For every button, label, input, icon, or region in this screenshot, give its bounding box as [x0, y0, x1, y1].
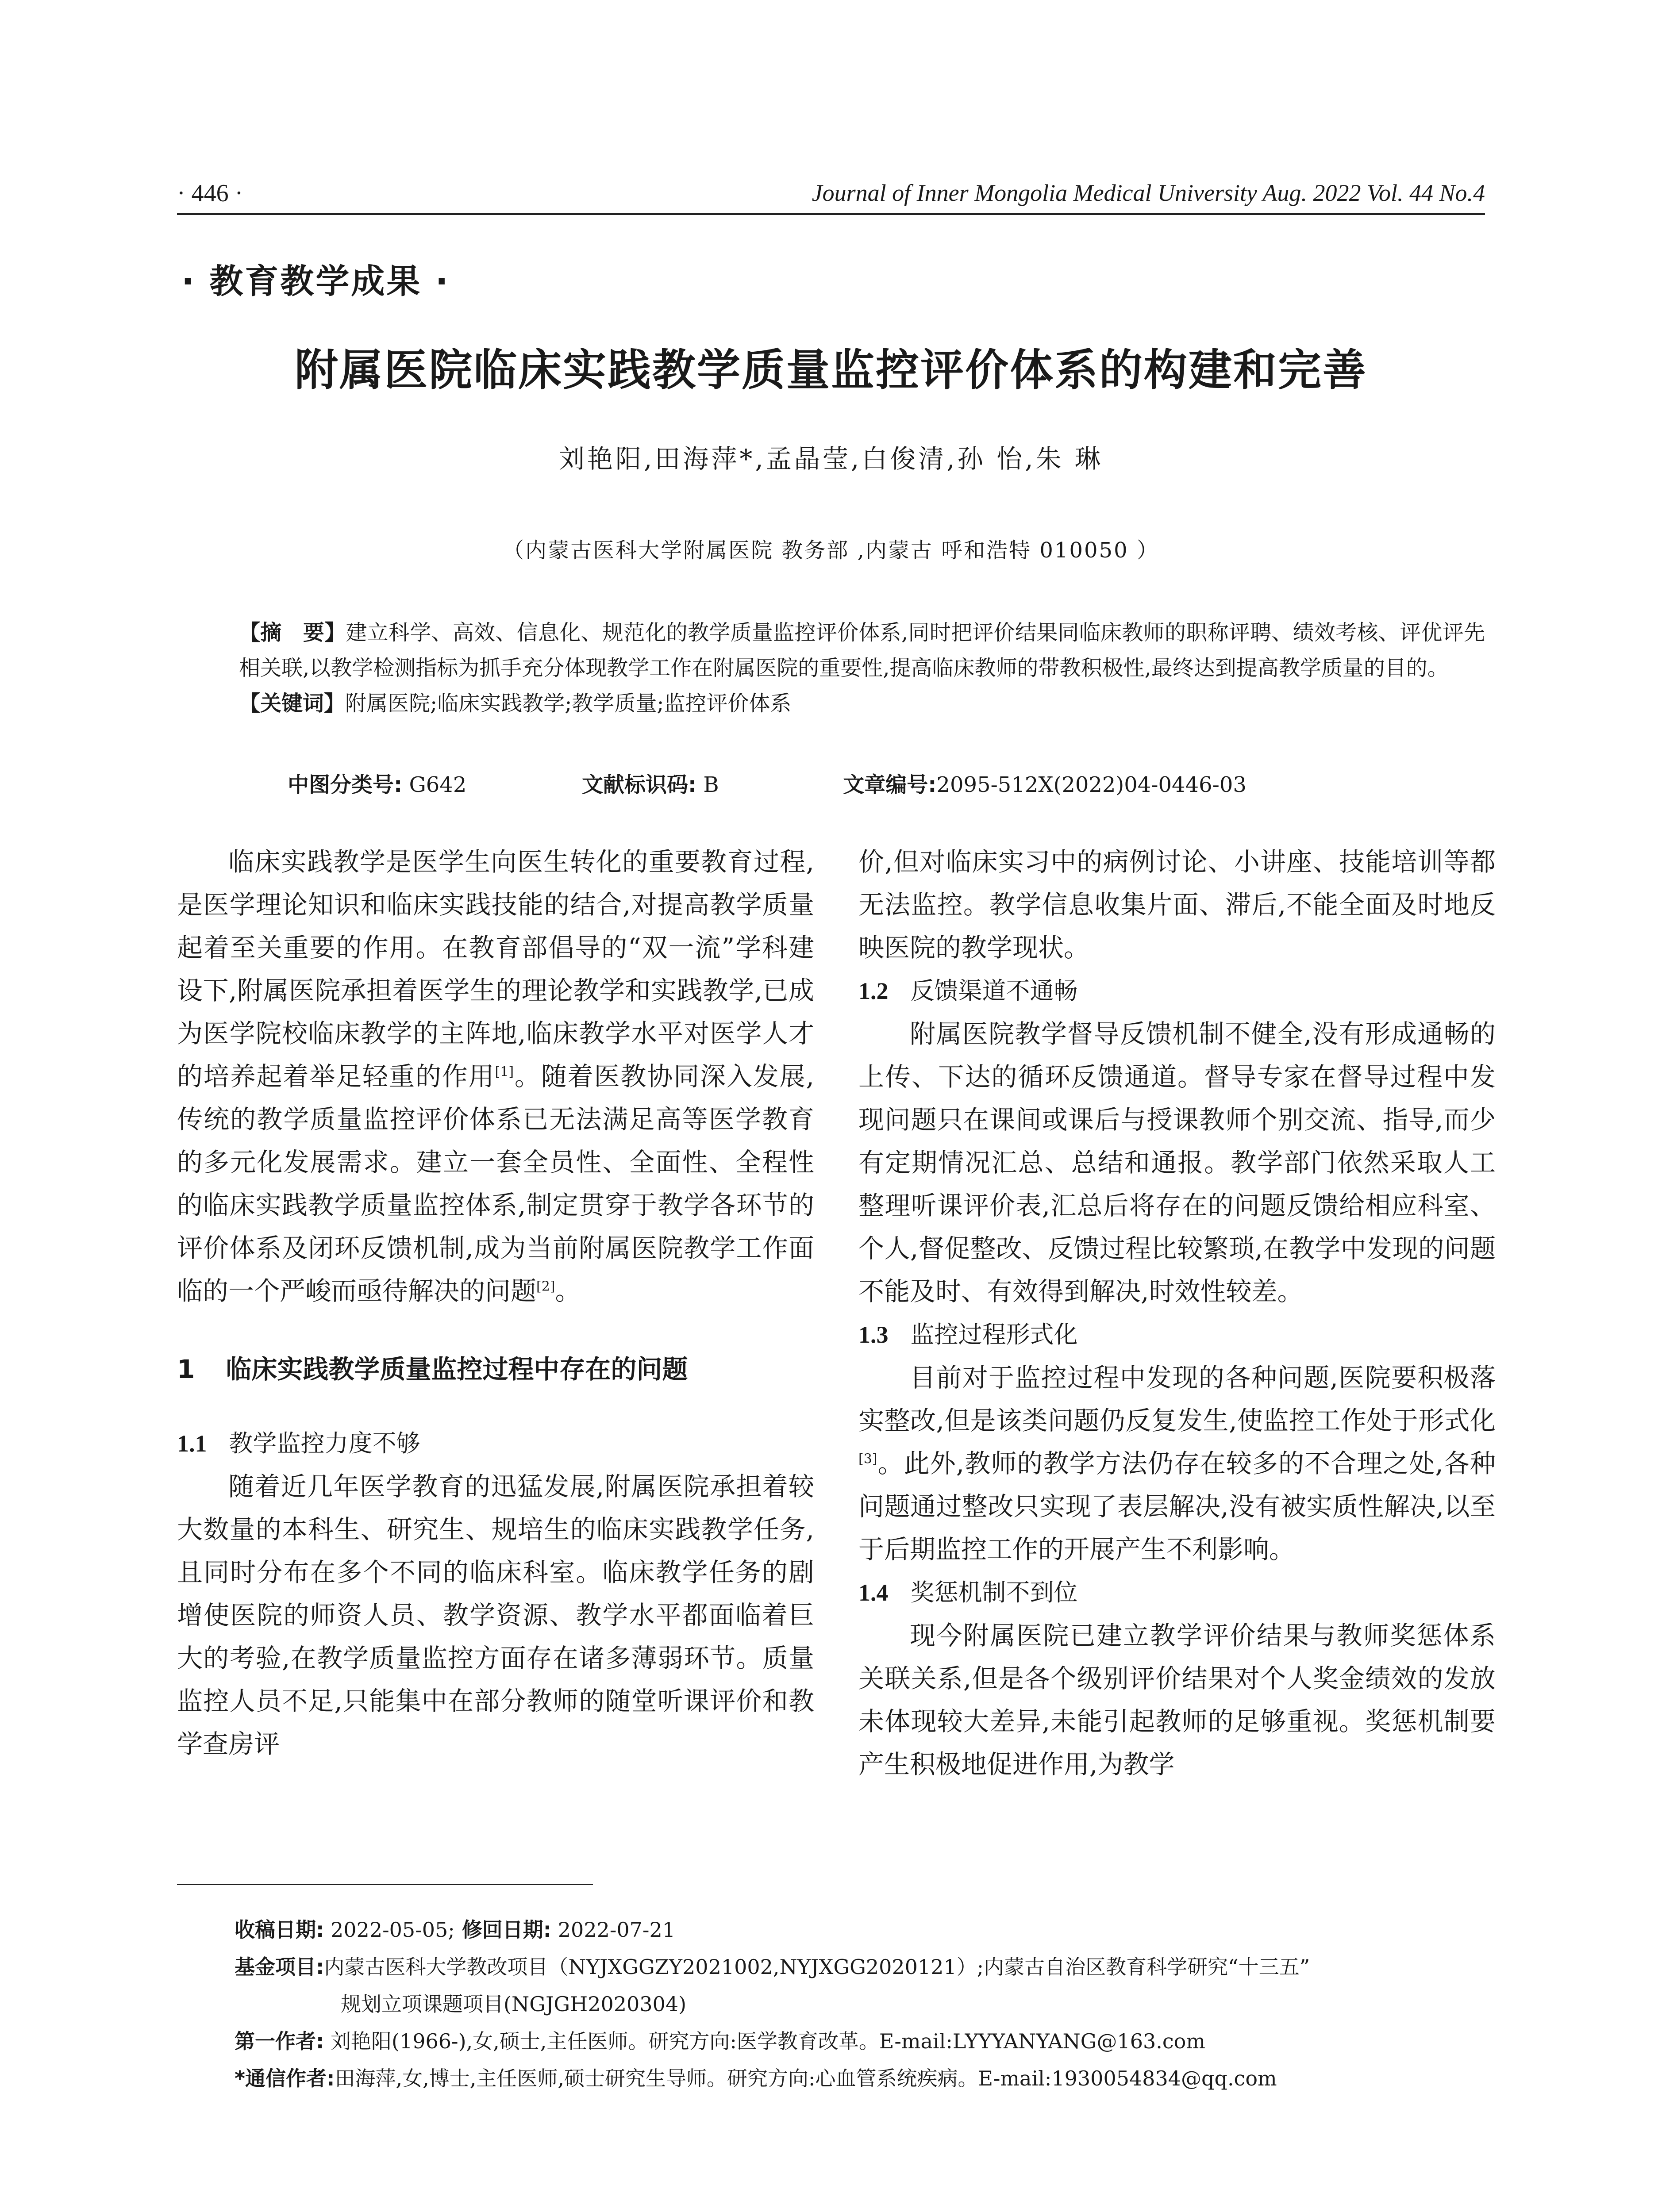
abstract-label: 【摘 要】 [239, 620, 346, 645]
article-no-value: 2095-512X(2022)04-0446-03 [936, 772, 1246, 797]
received-dates: 收稿日期: 2022-05-05; 修回日期: 2022-07-21 [235, 1918, 676, 1942]
doc-code-value: B [696, 772, 719, 797]
right-column [858, 841, 1496, 1786]
keywords-line [239, 686, 1485, 721]
abstract-block [239, 615, 1485, 721]
funding-cont: 规划立项课题项目(NGJGH2020304) [341, 1992, 687, 2016]
keywords-label: 【关键词】 [239, 691, 346, 716]
subsection-heading-1-1: 1.1 教学监控力度不够 [177, 1429, 420, 1457]
citation-ref[interactable]: [3] [858, 1451, 877, 1467]
paragraph: 附属医院教学督导反馈机制不健全,没有形成通畅的上传、下达的循环反馈通道。督导专家在督导过程中发现问题只在课间或课后与授课教师个别交流、指导,而少有定期情况汇总、总结和通报。教学部门依然采取人工整理听课评价表,汇总后将存在的问题反馈给相应科室、个人,督促整改、反馈过程比较繁琐,在教学中发现的问题不能及时、有效得到解决,时效性较差。 [858, 1019, 1496, 1306]
abstract-text: 建立科学、高效、信息化、规范化的教学质量监控评价体系,同时把评价结果同临床教师的职称评聘、绩效考核、评优评先相关联,以教学检测指标为抓手充分体现教学工作在附属医院的重要性,提高临床教师的带教积极性,最终达到提高教学质量的目的。 [239, 620, 1485, 680]
article-title: 附属医院临床实践教学质量监控评价体系的构建和完善 [294, 345, 1367, 396]
paragraph: 现今附属医院已建立教学评价结果与教师奖惩体系关联关系,但是各个级别评价结果对个人奖金绩效的发放未体现较大差异,未能引起教师的足够重视。奖惩机制要产生积极地促进作用,为教学 [858, 1621, 1496, 1779]
page-number: · 446 · [177, 180, 243, 207]
header-divider [177, 213, 1485, 215]
section-heading-1: 1 临床实践教学质量监控过程中存在的问题 [177, 1354, 688, 1384]
classification-line [288, 768, 1246, 798]
abstract-paragraph [239, 615, 1485, 686]
intro-paragraph: 临床实践教学是医学生向医生转化的重要教育过程,是医学理论知识和临床实践技能的结合,对提高教学质量起着至关重要的作用。在教育部倡导的“双一流”学科建设下,附属医院承担着医学生的理论教学和实践教学,已成为医学院校临床教学的主阵地,临床教学水平对医学人才的培养起着举足轻重的作用[1]。随着医教协同深入发展,传统的教学质量监控评价体系已无法满足高等医学教育的多元化发展需求。建立一套全员性、全面性、全程性的临床实践教学质量监控体系,制定贯穿于教学各环节的评价体系及闭环反馈机制,成为当前附属医院教学工作面临的一个严峻而亟待解决的问题[2]。 [177, 847, 814, 1306]
funding: 基金项目:内蒙古医科大学教改项目（NYJXGGZY2021002,NYJXGG2020121）;内蒙古自治区教育科学研究“十三五” [235, 1955, 1310, 1979]
citation-ref[interactable]: [1] [495, 1064, 514, 1080]
left-column [177, 841, 814, 1766]
article-no-label: 文章编号: [843, 772, 937, 797]
footnote-divider [177, 1884, 593, 1885]
citation-ref[interactable]: [2] [536, 1279, 555, 1294]
first-author: 第一作者: 刘艳阳(1966-),女,硕士,主任医师。研究方向:医学教育改革。E-mail:LYYYANYANG@163.com [235, 2029, 1205, 2053]
journal-running-header: Journal of Inner Mongolia Medical University Aug. 2022 Vol. 44 No.4 [812, 180, 1485, 206]
subsection-heading-1-3: 1.3 监控过程形式化 [858, 1321, 1078, 1348]
keywords: 附属医院;临床实践教学;教学质量;监控评价体系 [345, 691, 792, 716]
footnotes [235, 1911, 1485, 2097]
subsection-heading-1-2: 1.2 反馈渠道不通畅 [858, 977, 1078, 1005]
clc-label: 中图分类号: [288, 772, 403, 797]
doc-code-label: 文献标识码: [581, 772, 697, 797]
paragraph: 价,但对临床实习中的病例讨论、小讲座、技能培训等都无法监控。教学信息收集片面、滞后,不能全面及时地反映医院的教学现状。 [858, 847, 1496, 963]
subsection-heading-1-4: 1.4 奖惩机制不到位 [858, 1578, 1078, 1606]
paragraph: 随着近几年医学教育的迅猛发展,附属医院承担着较大数量的本科生、研究生、规培生的临床实践教学任务,且同时分布在多个不同的临床科室。临床教学任务的剧增使医院的师资人员、教学资源、教学水平都面临着巨大的考验,在教学质量监控方面存在诸多薄弱环节。质量监控人员不足,只能集中在部分教师的随堂听课评价和教学查房评 [177, 1471, 814, 1759]
corresponding-author: *通信作者:田海萍,女,博士,主任医师,硕士研究生导师。研究方向:心血管系统疾病。E-mail:1930054834@qq.com [235, 2066, 1277, 2090]
paragraph: 目前对于监控过程中发现的各种问题,医院要积极落实整改,但是该类问题仍反复发生,使监控工作处于形式化[3]。此外,教师的教学方法仍存在较多的不合理之处,各种问题通过整改只实现了表层解决,没有被实质性解决,以至于后期监控工作的开展产生不利影响。 [858, 1363, 1496, 1564]
affiliation: （内蒙古医科大学附属医院 教务部 ,内蒙古 呼和浩特 010050 ） [503, 538, 1159, 563]
clc-value: G642 [402, 772, 467, 797]
section-tag: · 教育教学成果 · [181, 261, 450, 301]
authors: 刘艳阳,田海萍*,孟晶莹,白俊清,孙 怡,朱 琳 [558, 444, 1104, 474]
